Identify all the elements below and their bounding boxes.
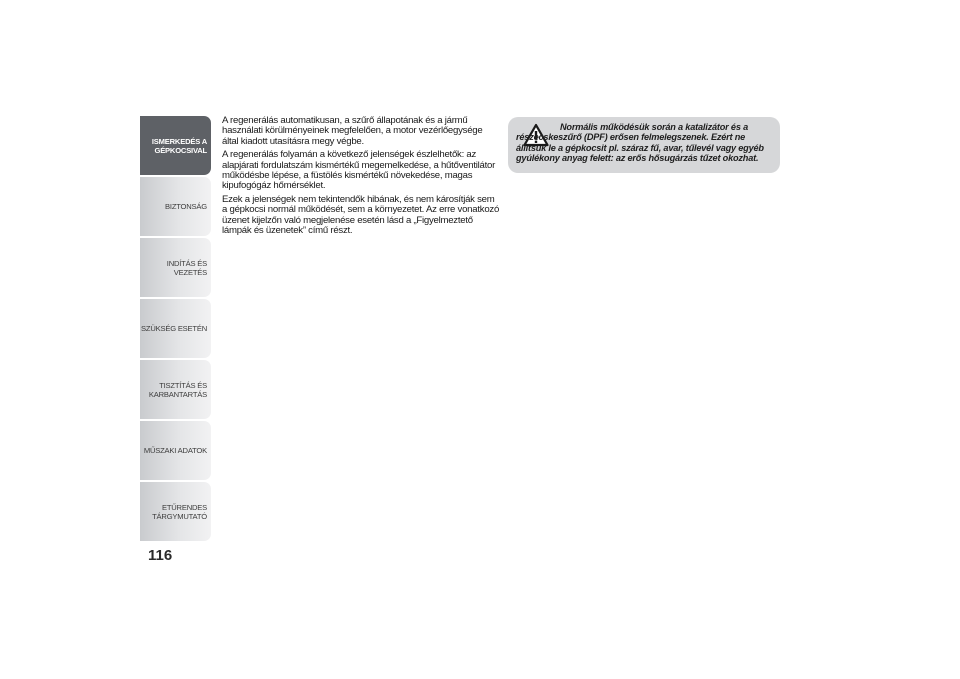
tab-label: SZÜKSÉG ESETÉN: [141, 324, 207, 333]
warning-box: [508, 117, 780, 173]
tab-label: TISZTÍTÁS ÉS KARBANTARTÁS: [148, 380, 207, 399]
main-text-column: [222, 116, 500, 239]
tab-label: INDÍTÁS ÉS VEZETÉS: [166, 258, 207, 277]
tab-muszaki-adatok[interactable]: [140, 421, 211, 480]
paragraph: Ezek a jelenségek nem tekintendők hibának, és nem károsítják sem a gépkocsi normál működését, sem a környezetet. Az erre vonatkozó üzenet kijelzőn való megjelenése esetén lásd a „Figyelmeztető lámpák és üzenetek” című részt.: [222, 193, 500, 237]
tab-biztonsag[interactable]: [140, 177, 211, 236]
tab-szukseg-eseten[interactable]: [140, 299, 211, 358]
tab-label: MŰSZAKI ADATOK: [143, 446, 207, 455]
chapter-sidebar: [140, 116, 211, 543]
tab-inditas-es-vezetes[interactable]: [140, 238, 211, 297]
tab-ismerkedes-a-gepkocsival[interactable]: [140, 116, 211, 175]
tab-label: ETŰRENDES TÁRGYMUTATÓ: [152, 502, 207, 521]
page-number: 116: [148, 547, 173, 564]
warning-text: Normális működésük során a katalizátor és a részecskeszűrő (DPF) erősen felmelegszenek. Ezért ne állítsuk le a gépkocsit pl. száraz fű, avar, tűlevél vagy egyéb gyúlékony anyag felett: az erős hősugárzás tűzet okozhat.: [516, 122, 764, 163]
paragraph: A regenerálás folyamán a következő jelenségek észlelhetők: az alapjárati fordulatszám kismértékű megemelkedése, a hűtőventilátor működésbe lépése, a füstölés kismértékű növekedése, magas kipufogógáz hőmérséklet.: [222, 149, 496, 192]
tab-label: BIZTONSÁG: [165, 202, 207, 211]
tab-targymutato[interactable]: [140, 482, 211, 541]
paragraph: A regenerálás automatikusan, a szűrő állapotának és a jármű használati körülményeinek megfelelően, a motor vezérlőegysége által kiadott utasításra megy végbe.: [222, 115, 483, 147]
tab-tisztitas-es-karbantartas[interactable]: [140, 360, 211, 419]
tab-label: ISMERKEDÉS A GÉPKOCSIVAL: [151, 136, 207, 155]
